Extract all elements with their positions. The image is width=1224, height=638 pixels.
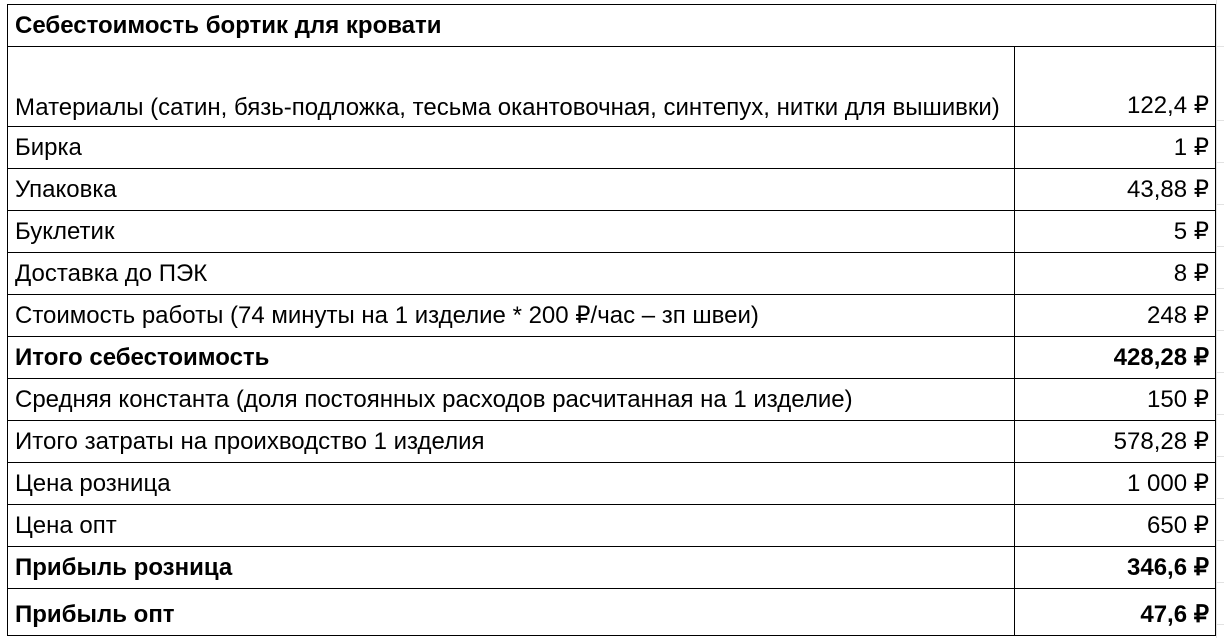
row-value-cell[interactable]: 650 ₽ bbox=[1015, 505, 1216, 547]
table-row bbox=[8, 295, 1216, 337]
table-row bbox=[8, 505, 1216, 547]
row-label-cell[interactable]: Итого себестоимость bbox=[8, 337, 1015, 379]
row-value-cell[interactable]: 578,28 ₽ bbox=[1015, 421, 1216, 463]
cost-table bbox=[7, 4, 1216, 636]
grid-row-line bbox=[1216, 246, 1224, 247]
grid-row-line bbox=[1216, 162, 1224, 163]
grid-row-line bbox=[1216, 414, 1224, 415]
row-label-cell[interactable]: Средняя константа (доля постоянных расходов расчитанная на 1 изделие) bbox=[8, 379, 1015, 421]
row-label-cell[interactable]: Упаковка bbox=[8, 169, 1015, 211]
row-label-cell[interactable]: Итого затраты на проихводство 1 изделия bbox=[8, 421, 1015, 463]
grid-row-line bbox=[1216, 498, 1224, 499]
row-label-cell[interactable]: Бирка bbox=[8, 127, 1015, 169]
table-row bbox=[8, 127, 1216, 169]
grid-row-line bbox=[1216, 120, 1224, 121]
grid-row-line bbox=[1216, 456, 1224, 457]
table-row bbox=[8, 463, 1216, 505]
grid-column-line bbox=[1216, 0, 1217, 638]
table-row-total bbox=[8, 547, 1216, 589]
cost-table-body bbox=[8, 5, 1216, 636]
grid-row-line bbox=[1216, 288, 1224, 289]
row-label-cell[interactable]: Цена розница bbox=[8, 463, 1015, 505]
row-value-cell[interactable]: 1 ₽ bbox=[1015, 127, 1216, 169]
row-value-cell[interactable]: 8 ₽ bbox=[1015, 253, 1216, 295]
row-value-cell[interactable]: 5 ₽ bbox=[1015, 211, 1216, 253]
table-title-row bbox=[8, 5, 1216, 47]
table-row bbox=[8, 253, 1216, 295]
grid-row-line bbox=[1216, 330, 1224, 331]
row-value-cell[interactable]: 43,88 ₽ bbox=[1015, 169, 1216, 211]
grid-row-line bbox=[1216, 582, 1224, 583]
table-row bbox=[8, 169, 1216, 211]
grid-row-line bbox=[1216, 624, 1224, 625]
row-value-cell[interactable]: 1 000 ₽ bbox=[1015, 463, 1216, 505]
row-value-cell[interactable]: 122,4 ₽ bbox=[1015, 47, 1216, 127]
row-value-cell[interactable]: 346,6 ₽ bbox=[1015, 547, 1216, 589]
row-label-cell[interactable]: Прибыль розница bbox=[8, 547, 1015, 589]
row-label-cell[interactable]: Цена опт bbox=[8, 505, 1015, 547]
table-row bbox=[8, 379, 1216, 421]
row-value-cell[interactable]: 428,28 ₽ bbox=[1015, 337, 1216, 379]
row-value-cell[interactable]: 47,6 ₽ bbox=[1015, 589, 1216, 636]
grid-row-line bbox=[1216, 540, 1224, 541]
table-row bbox=[8, 47, 1216, 127]
table-row-total bbox=[8, 337, 1216, 379]
row-value-cell[interactable]: 248 ₽ bbox=[1015, 295, 1216, 337]
table-title-cell[interactable]: Себестоимость бортик для кровати bbox=[8, 5, 1216, 47]
grid-row-line bbox=[1216, 204, 1224, 205]
table-row bbox=[8, 211, 1216, 253]
grid-row-line bbox=[1216, 46, 1224, 47]
row-label-cell[interactable]: Прибыль опт bbox=[8, 589, 1015, 636]
row-value-cell[interactable]: 150 ₽ bbox=[1015, 379, 1216, 421]
row-label-cell[interactable]: Стоимость работы (74 минуты на 1 изделие * 200 ₽/час – зп швеи) bbox=[8, 295, 1015, 337]
grid-row-line bbox=[1216, 372, 1224, 373]
table-row bbox=[8, 421, 1216, 463]
table-row-total bbox=[8, 589, 1216, 636]
row-label-cell[interactable]: Материалы (сатин, бязь-подложка, тесьма окантовочная, синтепух, нитки для вышивки) bbox=[8, 47, 1015, 127]
row-label-cell[interactable]: Доставка до ПЭК bbox=[8, 253, 1015, 295]
row-label-cell[interactable]: Буклетик bbox=[8, 211, 1015, 253]
